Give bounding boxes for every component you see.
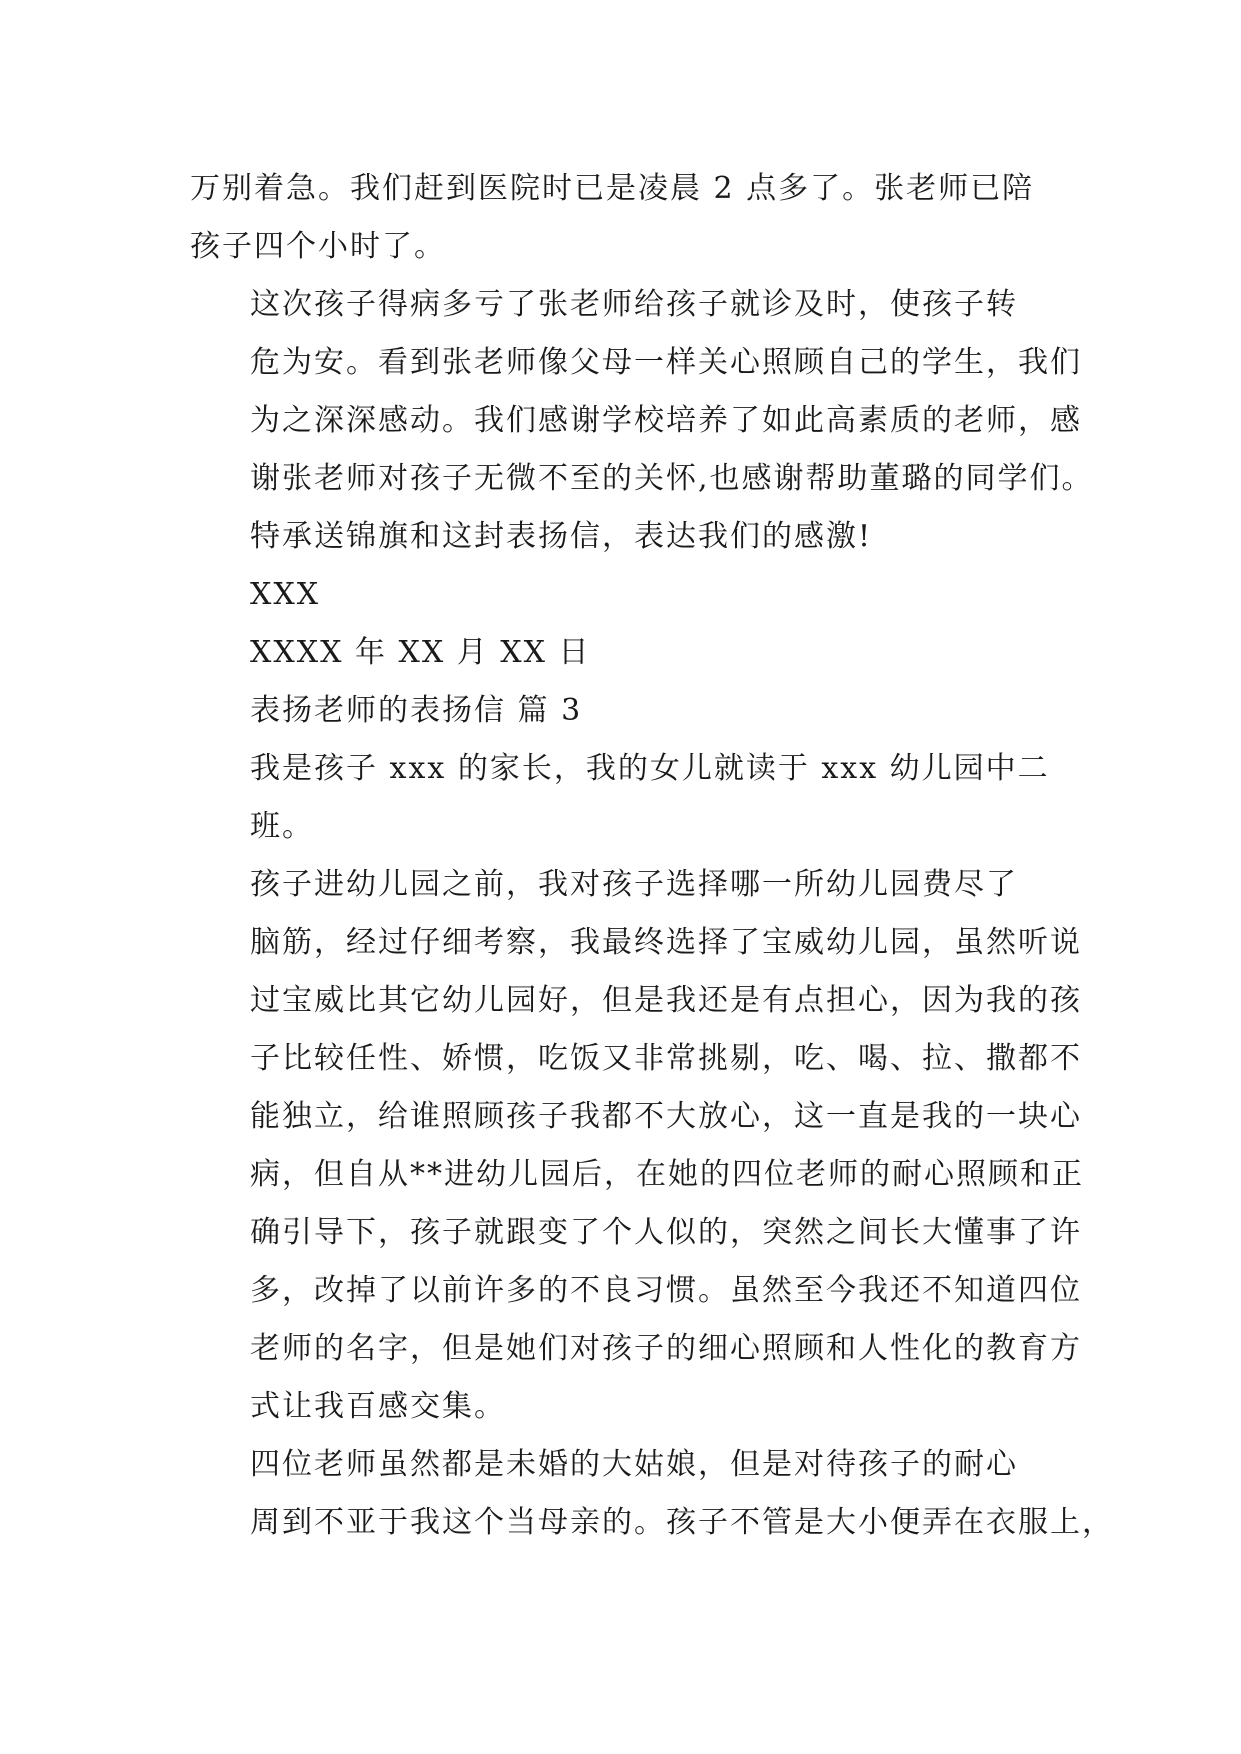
- text-line: 孩子进幼儿园之前，我对孩子选择哪一所幼儿园费尽了: [250, 867, 1018, 902]
- text-line: 我是孩子 xxx 的家长，我的女儿就读于 xxx 幼儿园中二: [250, 751, 1050, 786]
- text-line: 谢张老师对孩子无微不至的关怀,也感谢帮助董璐的同学们。: [250, 461, 1094, 496]
- text-line: 式让我百感交集。: [250, 1389, 506, 1424]
- date-line: [190, 624, 1060, 682]
- text-line: 危为安。看到张老师像父母一样关心照顾自己的学生，我们: [250, 345, 1082, 380]
- paragraph-teachers: [190, 1436, 1114, 1552]
- text-line: XXX: [250, 577, 321, 612]
- text-line: 这次孩子得病多亏了张老师给孩子就诊及时，使孩子转: [250, 287, 1018, 322]
- text-line: 特承送锦旗和这封表扬信，表达我们的感激!: [250, 519, 873, 554]
- text-line: 四位老师虽然都是未婚的大姑娘，但是对待孩子的耐心: [250, 1447, 1018, 1482]
- text-line: 能独立，给谁照顾孩子我都不大放心，这一直是我的一块心: [250, 1099, 1082, 1134]
- text-line: 班。: [250, 809, 314, 844]
- text-line: 为之深深感动。我们感谢学校培养了如此高素质的老师，感: [250, 403, 1082, 438]
- text-line: 万别着急。我们赶到医院时已是凌晨 2 点多了。张老师已陪: [190, 171, 1035, 206]
- section-heading: [190, 682, 1060, 740]
- text-line: 孩子四个小时了。: [190, 229, 446, 264]
- text-line: 周到不亚于我这个当母亲的。孩子不管是大小便弄在衣服上，: [250, 1505, 1114, 1540]
- paragraph-kindergarten: [190, 856, 1084, 1436]
- text-line: 子比较任性、娇惯，吃饭又非常挑剔，吃、喝、拉、撒都不: [250, 1041, 1082, 1076]
- text-line: 表扬老师的表扬信 篇 3: [250, 693, 583, 728]
- text-line: XXXX 年 XX 月 XX 日: [250, 635, 591, 670]
- paragraph-gratitude: [190, 276, 1094, 566]
- paragraph-continuation: [190, 160, 1060, 276]
- paragraph-intro: [190, 740, 1060, 856]
- text-line: 过宝威比其它幼儿园好，但是我还是有点担心，因为我的孩: [250, 983, 1082, 1018]
- text-line: 多，改掉了以前许多的不良习惯。虽然至今我还不知道四位: [250, 1273, 1082, 1308]
- signature: [190, 566, 1060, 624]
- text-line: 脑筋，经过仔细考察，我最终选择了宝威幼儿园，虽然听说: [250, 925, 1082, 960]
- text-line: 病，但自从**进幼儿园后，在她的四位老师的耐心照顾和正: [250, 1157, 1084, 1192]
- document-body: [190, 160, 1114, 1552]
- text-line: 老师的名字，但是她们对孩子的细心照顾和人性化的教育方: [250, 1331, 1082, 1366]
- text-line: 确引导下，孩子就跟变了个人似的，突然之间长大懂事了许: [250, 1215, 1082, 1250]
